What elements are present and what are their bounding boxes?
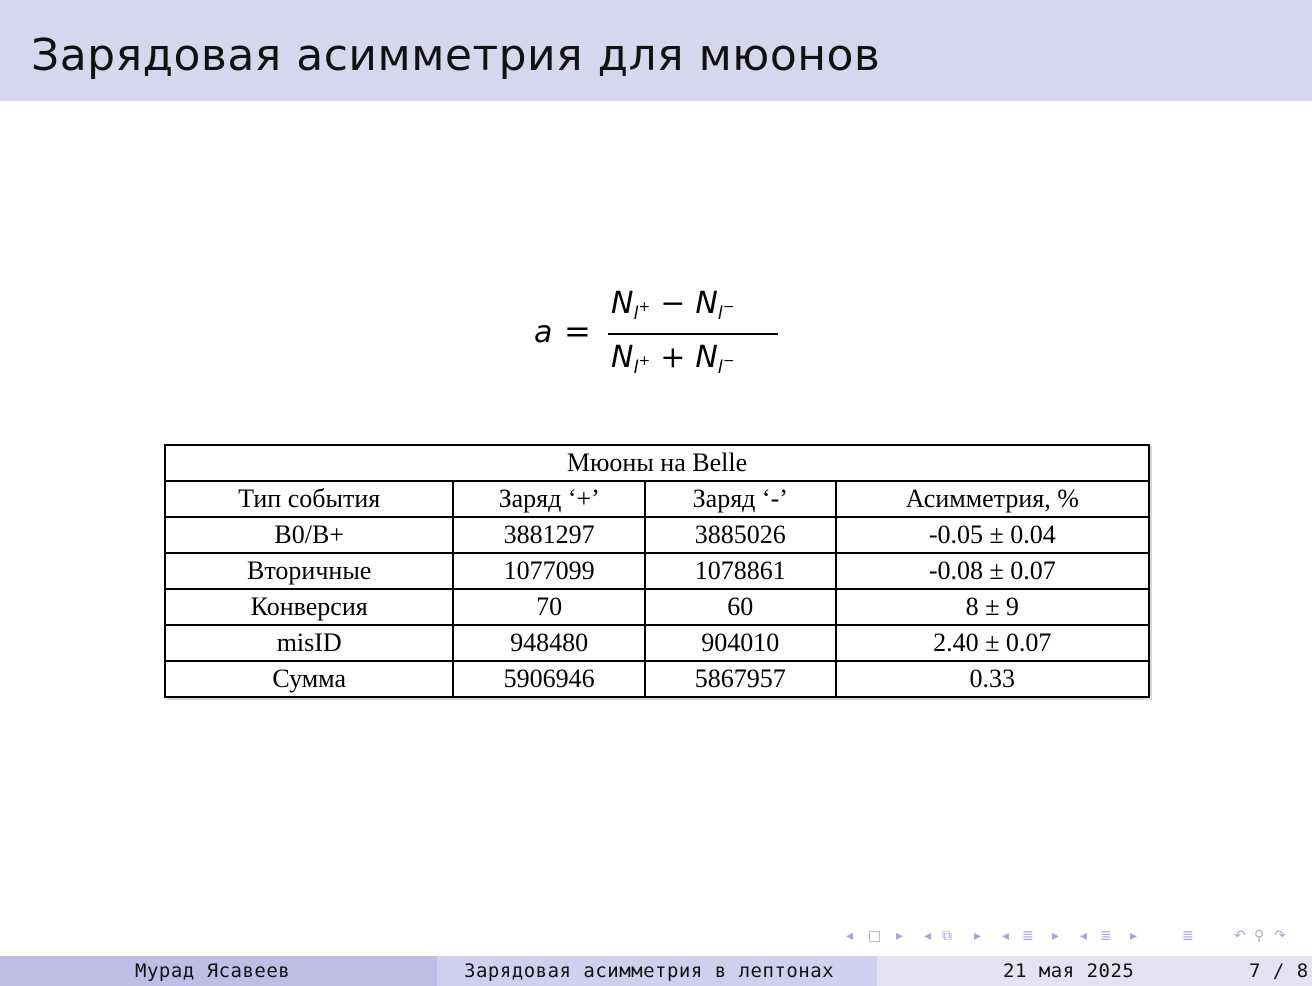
footer-talk-title: Зарядовая асимметрия в лептонах [464,960,835,982]
numerator-sup-minus: − [722,299,735,315]
beamer-navigation [846,925,1308,947]
title-bar [0,0,1312,101]
formula-denominator [611,340,781,381]
cell-asymmetry: -0.08 ± 0.07 [836,553,1149,589]
footer-title-box [437,956,877,986]
cell-event-type: Вторичные [165,553,453,589]
table-caption: Мюоны на Belle [165,445,1149,481]
table-row [165,589,1149,625]
nav-next-section-icon[interactable]: ▸ [1052,928,1060,944]
header-charge-plus: Заряд ‘+’ [453,481,645,517]
nav-prev-section-icon[interactable]: ◂ [1002,928,1010,944]
table-row [165,661,1149,697]
nav-slide-icon[interactable]: □ [868,928,882,944]
nav-prev-subsection-icon[interactable]: ◂ [1080,928,1088,944]
nav-back-icon[interactable]: ↶ [1234,928,1246,944]
cell-charge-minus: 3885026 [645,517,836,553]
nav-next-subsection-icon[interactable]: ▸ [1130,928,1138,944]
numerator-minus-op: − [660,286,686,321]
slide-title: Зарядовая асимметрия для мюонов [31,30,881,81]
numerator-sub-minus: l [717,303,723,324]
cell-asymmetry: 0.33 [836,661,1149,697]
formula-equals: = [564,312,591,350]
cell-charge-minus: 5867957 [645,661,836,697]
nav-next-frame-icon[interactable]: ▸ [974,928,982,944]
cell-charge-minus: 1078861 [645,553,836,589]
footer-date-box [877,956,1312,986]
cell-event-type: misID [165,625,453,661]
cell-charge-minus: 60 [645,589,836,625]
denominator-sub-minus: l [717,357,723,378]
header-event-type: Тип события [165,481,453,517]
numerator-sup-plus: + [638,299,651,315]
cell-event-type: Сумма [165,661,453,697]
cell-event-type: B0/B+ [165,517,453,553]
nav-subsection-icon[interactable]: ≣ [1100,928,1112,944]
cell-charge-plus: 70 [453,589,645,625]
denominator-n-plus: N [611,340,634,375]
cell-charge-plus: 1077099 [453,553,645,589]
nav-prev-slide-icon[interactable]: ◂ [846,928,854,944]
formula-numerator [611,286,781,327]
nav-section-icon[interactable]: ≣ [1022,928,1034,944]
denominator-n-minus: N [695,340,718,375]
cell-charge-plus: 948480 [453,625,645,661]
table-row [165,625,1149,661]
numerator-n-minus: N [695,286,718,321]
denominator-sub-plus: l [633,357,639,378]
table-row [165,517,1149,553]
fraction-line [608,333,778,335]
table-caption-row [165,445,1149,481]
table-header-row [165,481,1149,517]
nav-prev-frame-icon[interactable]: ◂ [924,928,932,944]
cell-event-type: Конверсия [165,589,453,625]
nav-search-icon[interactable]: ⚲ [1254,928,1265,944]
muon-table [164,444,1150,698]
footer-date: 21 мая 2025 [1003,960,1135,982]
nav-next-slide-icon[interactable]: ▸ [896,928,904,944]
cell-charge-plus: 3881297 [453,517,645,553]
nav-frame-icon[interactable]: ⧉ [942,928,952,944]
cell-charge-minus: 904010 [645,625,836,661]
footer-page-number: 7 / 8 [1249,960,1309,982]
cell-asymmetry: 2.40 ± 0.07 [836,625,1149,661]
denominator-sup-plus: + [638,353,651,369]
header-asymmetry: Асимметрия, % [836,481,1149,517]
denominator-sup-minus: − [722,353,735,369]
footer-author-box [0,956,437,986]
numerator-sub-plus: l [633,303,639,324]
header-charge-minus: Заряд ‘-’ [645,481,836,517]
formula-lhs: a [534,315,553,350]
table-row [165,553,1149,589]
cell-asymmetry: -0.05 ± 0.04 [836,517,1149,553]
nav-toc-icon[interactable]: ≣ [1182,928,1194,944]
footer-author: Мурад Ясавеев [135,960,291,982]
cell-charge-plus: 5906946 [453,661,645,697]
denominator-plus-op: + [660,340,686,375]
numerator-n-plus: N [611,286,634,321]
cell-asymmetry: 8 ± 9 [836,589,1149,625]
asymmetry-formula [530,282,790,382]
nav-forward-icon[interactable]: ↷ [1274,928,1286,944]
formula-fraction [608,282,778,382]
